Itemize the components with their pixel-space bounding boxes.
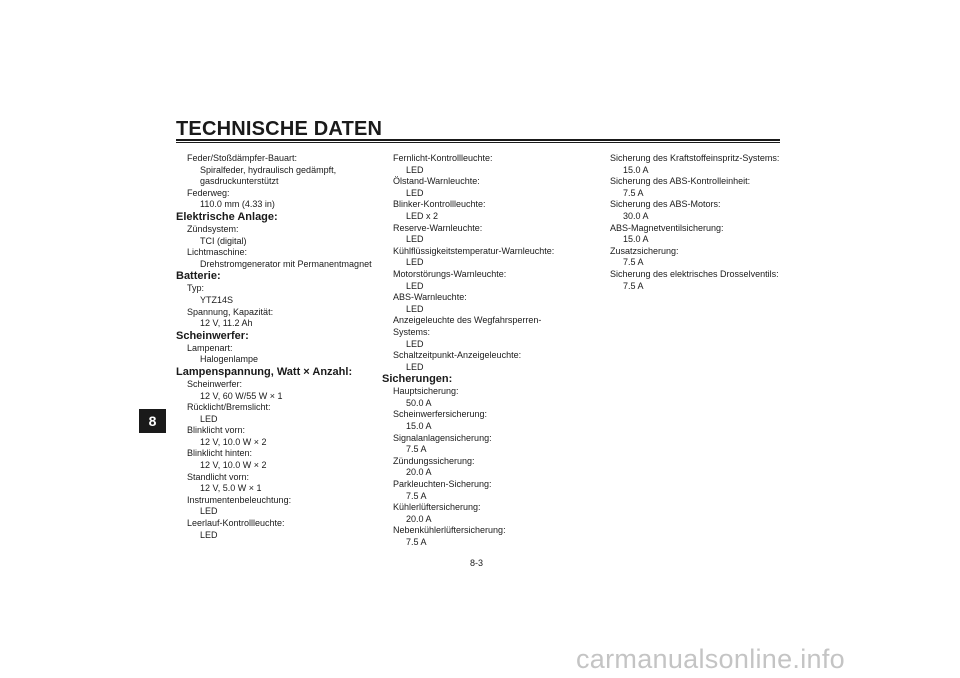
spec-value: 15.0 A bbox=[406, 421, 432, 432]
spec-label: Lichtmaschine: bbox=[187, 247, 248, 258]
spec-label: Leerlauf-Kontrollleuchte: bbox=[187, 518, 285, 529]
spec-label: Systems: bbox=[393, 326, 431, 337]
spec-label: Spannung, Kapazität: bbox=[187, 306, 274, 317]
spec-value: 20.0 A bbox=[406, 467, 432, 478]
spec-value: LED bbox=[406, 164, 424, 175]
spec-label: Blinklicht hinten: bbox=[187, 448, 253, 459]
spec-value: 110.0 mm (4.33 in) bbox=[200, 199, 275, 210]
section-heading: Batterie: bbox=[176, 270, 221, 283]
spec-value: LED x 2 bbox=[406, 210, 439, 221]
spec-label: Sicherung des ABS-Kontrolleinheit: bbox=[610, 176, 751, 187]
spec-value: TCI (digital) bbox=[200, 235, 247, 246]
title-rule bbox=[176, 139, 780, 143]
spec-label: Lampenart: bbox=[187, 342, 233, 353]
spec-value: LED bbox=[200, 529, 218, 540]
spec-value: 12 V, 60 W/55 W × 1 bbox=[200, 390, 283, 401]
page-title: TECHNISCHE DATEN bbox=[176, 118, 383, 140]
spec-value: LED bbox=[200, 506, 218, 517]
spec-value: LED bbox=[406, 280, 424, 291]
spec-value: 30.0 A bbox=[623, 210, 649, 221]
spec-label: Kühlflüssigkeitstemperatur-Warnleuchte: bbox=[393, 245, 555, 256]
section-heading: Lampenspannung, Watt × Anzahl: bbox=[176, 365, 353, 378]
chapter-tab: 8 bbox=[139, 409, 166, 433]
spec-label: Fernlicht-Kontrollleuchte: bbox=[393, 153, 493, 163]
spec-value: LED bbox=[406, 338, 424, 349]
spec-label: Ölstand-Warnleuchte: bbox=[393, 176, 480, 187]
spec-value: Spiralfeder, hydraulisch gedämpft, bbox=[200, 164, 337, 175]
section-heading: Elektrische Anlage: bbox=[176, 210, 278, 223]
spec-label: Zündungssicherung: bbox=[393, 455, 475, 466]
spec-label: Zusatzsicherung: bbox=[610, 245, 679, 256]
spec-value: YTZ14S bbox=[200, 294, 234, 305]
spec-label: Sicherung des elektrisches Drosselventils: bbox=[610, 268, 779, 279]
spec-label: Parkleuchten-Sicherung: bbox=[393, 479, 492, 490]
spec-label: ABS-Magnetventilsicherung: bbox=[610, 222, 724, 233]
spec-value: Halogenlampe bbox=[200, 354, 259, 365]
spec-label: Feder/Stoßdämpfer-Bauart: bbox=[187, 153, 298, 163]
spec-value: gasdruckunterstützt bbox=[200, 176, 279, 187]
spec-label: Nebenkühlerlüftersicherung: bbox=[393, 525, 506, 536]
spec-value: 7.5 A bbox=[406, 444, 427, 455]
spec-column-3 bbox=[599, 153, 794, 292]
spec-value: 50.0 A bbox=[406, 397, 432, 408]
spec-label: Sicherung des ABS-Motors: bbox=[610, 199, 721, 210]
spec-label: Scheinwerfersicherung: bbox=[393, 409, 488, 420]
spec-label: Motorstörungs-Warnleuchte: bbox=[393, 268, 507, 279]
spec-label: Scheinwerfer: bbox=[187, 378, 243, 389]
spec-label: Schaltzeitpunkt-Anzeigeleuchte: bbox=[393, 350, 522, 361]
spec-value: 15.0 A bbox=[623, 164, 649, 175]
spec-value: 7.5 A bbox=[623, 257, 644, 268]
spec-column-2 bbox=[382, 153, 577, 549]
spec-value: LED bbox=[406, 234, 424, 245]
spec-value: LED bbox=[406, 257, 424, 268]
spec-label: Instrumentenbeleuchtung: bbox=[187, 494, 292, 505]
spec-label: Zündsystem: bbox=[187, 223, 239, 234]
spec-value: LED bbox=[406, 187, 424, 198]
spec-value: 7.5 A bbox=[406, 537, 427, 547]
spec-value: 12 V, 5.0 W × 1 bbox=[200, 483, 262, 494]
spec-label: Kühlerlüftersicherung: bbox=[393, 502, 481, 513]
spec-label: Reserve-Warnleuchte: bbox=[393, 222, 483, 233]
spec-value: 7.5 A bbox=[406, 490, 427, 501]
page-number: 8-3 bbox=[470, 558, 484, 568]
spec-value: 15.0 A bbox=[623, 234, 649, 245]
spec-column-1 bbox=[176, 153, 376, 541]
watermark: carmanualsonline.info bbox=[576, 644, 845, 674]
section-heading: Scheinwerfer: bbox=[176, 329, 249, 342]
spec-label: Typ: bbox=[187, 283, 205, 294]
spec-label: ABS-Warnleuchte: bbox=[393, 292, 467, 303]
spec-label: Blinker-Kontrollleuchte: bbox=[393, 199, 486, 210]
spec-value: LED bbox=[406, 303, 424, 314]
spec-value: 7.5 A bbox=[623, 280, 644, 291]
spec-label: Standlicht vorn: bbox=[187, 471, 250, 482]
spec-value: LED bbox=[406, 361, 424, 372]
spec-value: 7.5 A bbox=[623, 187, 644, 198]
spec-value: 12 V, 10.0 W × 2 bbox=[200, 436, 267, 447]
spec-label: Signalanlagensicherung: bbox=[393, 432, 492, 443]
spec-value: 20.0 A bbox=[406, 513, 432, 524]
spec-value: 12 V, 11.2 Ah bbox=[200, 318, 253, 329]
spec-label: Sicherung des Kraftstoffeinspritz-Systems: bbox=[610, 153, 780, 163]
spec-label: Rücklicht/Bremslicht: bbox=[187, 402, 271, 413]
spec-label: Hauptsicherung: bbox=[393, 386, 459, 397]
spec-value: LED bbox=[200, 413, 218, 424]
spec-label: Federweg: bbox=[187, 187, 230, 198]
spec-value: 12 V, 10.0 W × 2 bbox=[200, 460, 267, 471]
section-heading: Sicherungen: bbox=[382, 373, 453, 386]
spec-value: Drehstromgenerator mit Permanentmagnet bbox=[200, 258, 372, 269]
spec-label: Blinklicht vorn: bbox=[187, 425, 246, 436]
spec-label: Anzeigeleuchte des Wegfahrsperren- bbox=[393, 315, 542, 326]
